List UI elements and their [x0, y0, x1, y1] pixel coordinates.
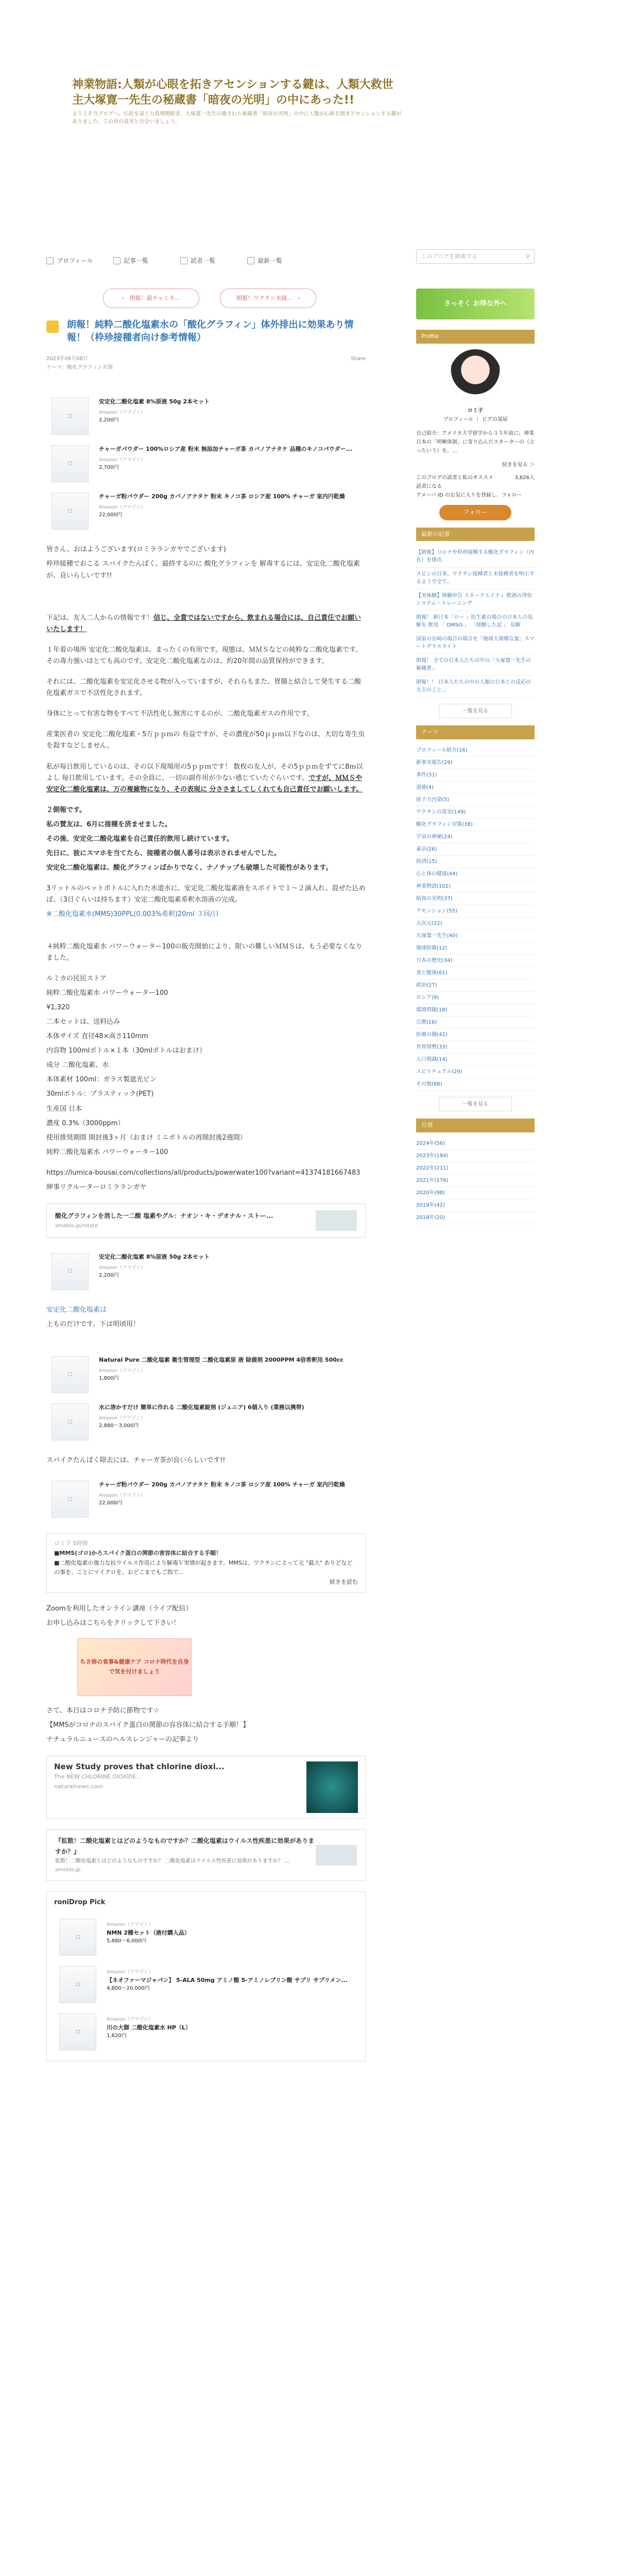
- product-item[interactable]: □ チャーガ粉パウダー 200g カバノアナタケ 粉末 キノコ茶 ロシア産 100% チャーガ 室内円乾燥 Amazon（アマゾン） 22,000円: [52, 487, 366, 535]
- archive-list: [416, 1138, 535, 1224]
- link-card[interactable]: 酸化グラフィンを消した一二酸 塩素やグル：ナオン・キ・デオナル・ストー... ameblo.jp/rotate: [46, 1204, 366, 1238]
- list-item[interactable]: 環境問題(18): [416, 1004, 535, 1016]
- article-paragraph: https://lumica-bousai.com/collections/all/products/powerwater100?variant=41374181667483 紳事リクルーターロミラランガヤ: [46, 1168, 360, 1192]
- embedded-blog-card[interactable]: ロミ子 5時間 ■MMS(ゴロ)かろスパイク蛋白の関節の害容体に結合する手順！ ■二酸化塩素の強力な抗ウイルス作用により解毒Ｖ実情が起きます。MMSは、ワクチンによって元 "最大" ありどなどの事を、ことにマイクロを、おどこまでもご指で... 続きを読む: [46, 1533, 366, 1592]
- list-item[interactable]: 日本の歴史(34): [416, 955, 535, 967]
- product-item[interactable]: □ 安定化二酸化塩素 8%原液 50g 2本セット Amazon（アマゾン） 2,200円: [52, 393, 366, 440]
- nav-latest[interactable]: 最新一覧: [247, 251, 282, 270]
- list-item[interactable]: 酸化グラフィン対策(38): [416, 819, 535, 831]
- post-theme[interactable]: テーマ：酸化グラフィン対策: [46, 365, 113, 371]
- list-item[interactable]: 東京(26): [416, 843, 535, 856]
- popular-more-button[interactable]: 一覧を見る: [439, 704, 512, 718]
- product-item[interactable]: □ チャーガ粉パウダー 200g カバノアナタケ 粉末 キノコ茶 ロシア産 100% チャーガ 室内円乾燥 Amazon（アマゾン） 22,000円: [52, 1476, 366, 1523]
- site-header: [0, 0, 618, 222]
- list-item[interactable]: 原子力汚染(5): [416, 794, 535, 806]
- product-item[interactable]: □ Amazon（アマゾン） 川の大御 二酸化塩素水 HP（L） 1,620円: [59, 2008, 358, 2056]
- article-paragraph: それには、二酸化塩素を安定化させる物が入っていますが、それらもまた、胃腸と結合して発生する二酸化塩素ガスで不活性化されます。: [46, 678, 362, 698]
- profile-name[interactable]: ロミ子: [468, 408, 483, 414]
- list-item[interactable]: 【実体験】体験申告 スネークエイティ 飲酒の浄化システム・トレーニング: [416, 589, 535, 611]
- post-title[interactable]: 朗報！純粋二酸化塩素水の「酸化グラフィン」体外排出に効果あり情報！（枠珍接種者向け参考情報）: [46, 318, 366, 344]
- list-item[interactable]: プロフィール紹介(16): [416, 744, 535, 757]
- avatar[interactable]: [449, 349, 502, 401]
- list-item[interactable]: 2020年(98): [416, 1187, 535, 1199]
- list-item[interactable]: 世界情勢(33): [416, 1041, 535, 1054]
- list-item[interactable]: 新事実報告(29): [416, 757, 535, 769]
- product-image: □: [52, 1356, 89, 1393]
- product-image: □: [52, 1481, 89, 1518]
- profile-links[interactable]: プロフィール ｜ ピグの部屋: [443, 416, 508, 422]
- list-item[interactable]: 宗教(16): [416, 1016, 535, 1029]
- list-item[interactable]: 五次元(22): [416, 918, 535, 930]
- list-item[interactable]: 経済(15): [416, 856, 535, 868]
- clock-icon: [247, 257, 254, 264]
- article-body: 皆さん、おはようございます(ロミラランガヤでございます) 枠珍接種でおこる スパイクたんぱく、最終するのに 酸化グラフィンを 解毒するには、安定化二酸化塩素が、良いらしいです!!: [46, 546, 360, 580]
- product-item[interactable]: □ 水に溶かすだけ 簡単に作れる 二酸化塩素錠剤 (ジュニア) 6個入り (業務以携帯) Amazon（アマゾン） 2,880〜3,000円: [52, 1398, 366, 1446]
- link-card-image: [316, 1210, 357, 1231]
- list-item[interactable]: 2022年(211): [416, 1162, 535, 1175]
- nav-profile[interactable]: プロフィール: [46, 251, 93, 270]
- profile-more-link[interactable]: 続きを見る ＞: [502, 462, 535, 468]
- list-item[interactable]: 食と健康(61): [416, 967, 535, 979]
- book-icon: [180, 257, 187, 264]
- shop-link[interactable]: https://lumica-bousai.com/collections/all/products/powerwater100?variant=41374181667483: [46, 1168, 360, 1177]
- list-item[interactable]: その他(88): [416, 1078, 535, 1091]
- list-item[interactable]: 2019年(42): [416, 1199, 535, 1212]
- product-image: □: [52, 445, 89, 482]
- link-card[interactable]: 『拡散！二酸化塩素とはどのようなものですか？二酸化塩素はウイルス性疾患に効果がありますか？』 拡散！二酸化塩素とはどのようなものですか？ 二酸化塩素はウイルス性疾患に効果がありますか？ ... ameblo.jp: [46, 1829, 366, 1881]
- list-item[interactable]: 大塚寛一先生(40): [416, 930, 535, 942]
- list-item[interactable]: 国家の長崎の場合の場合を「地球大規模な量」スマートグラスライト: [416, 633, 535, 654]
- list-item[interactable]: スピリチュアル(29): [416, 1066, 535, 1078]
- list-item[interactable]: アセンション(55): [416, 905, 535, 918]
- list-item[interactable]: 朗報！ 全ての日本人たちの中の「大塚寛一先生の秘蔵書」: [416, 654, 535, 676]
- theme-more-button[interactable]: 一覧を見る: [439, 1097, 512, 1111]
- article-paragraph: 3リットルのペットボトルに入れた水道水に、安定化二酸化塩素液をスポイトで１〜２滴入れ、混ぜた込めば、（3日ぐらいは持ちます）安定二酸化塩素希釈水溶液の完成。 ※二酸化塩素水(MMS)30PPL(0.003%希釈)20ml ３回/日: [46, 885, 366, 919]
- pick-box: [46, 1891, 366, 2061]
- sidebar-ad-banner[interactable]: さっそく お得な外へ: [416, 289, 535, 319]
- chevron-left-icon: ‹: [122, 294, 125, 301]
- article-paragraph: 私が毎日飲用しているのは、その以下現場用の5ｐｐｍです！ 数枚の友人が、その5ｐｐｍをずてに8ｍ以よし 毎日飲用しています。その全員に、一切の副作用が少ない感じていたぐらいです。ですが、ＭＭＳや安定化二酸化塩素は、万の複雑物になり、その表現に 分ささましてしくれても自己責任でお願いします。: [46, 762, 363, 793]
- product-image: □: [59, 1919, 96, 1956]
- sidebar: [416, 289, 535, 1224]
- link-card-image: [316, 1845, 357, 1866]
- article-paragraph: 産業医者の 安定化二酸化塩素・5万ｐｐｍの 有益ですが、その濃度が50ｐｐｍ以下なのは、大切な寄生虫を殺すなどしません。: [46, 731, 365, 750]
- list-item[interactable]: 2021年(176): [416, 1175, 535, 1187]
- list-item[interactable]: 神業物語(102): [416, 880, 535, 893]
- main-content: [46, 289, 366, 2072]
- search-input[interactable]: このブログを検索する ⚲: [416, 249, 535, 264]
- list-item[interactable]: 医療の闇(42): [416, 1029, 535, 1041]
- list-item[interactable]: 地球防衛(12): [416, 942, 535, 955]
- theme-heading: テーマ: [416, 725, 535, 739]
- product-item[interactable]: □ チャーガパウダー 100%ロシア産 粉末 無添加チャーガ茶 カバノアナタケ 品種のキノコパウダー... Amazon（アマゾン） 2,700円: [52, 440, 366, 487]
- nav-readers[interactable]: 読者一覧: [180, 251, 215, 270]
- reader-label[interactable]: 読者になる: [416, 483, 442, 489]
- nav-entries[interactable]: 記事一覧: [113, 251, 148, 270]
- article-paragraph: スパイクたんぱく除去には、チャーガ茶が良いらしいです!!: [46, 1456, 226, 1465]
- post-date: 2023年09月08日: [46, 356, 88, 362]
- site-description: ようこそ当ブログへ。仏陀を凌ぐ大真理開眼者、大塚寛一先生の遺された秘蔵書「暗夜の光明」の中に人類が心眼を開きアセンションする鍵がありました。この世の真実と出会いましょう。: [72, 111, 402, 125]
- product-item[interactable]: □ Natural Pure 二酸化塩素 衛生管理型 二酸化塩素原 液 除菌剤 2000PPM 4倍希釈用 500cc Amazon（アマゾン） 1,800円: [52, 1351, 366, 1398]
- list-item[interactable]: 暗夜の光明(37): [416, 893, 535, 905]
- search-icon[interactable]: ⚲: [525, 252, 530, 260]
- list-item[interactable]: 事件(31): [416, 769, 535, 782]
- profile-heading: Profile: [416, 330, 535, 344]
- external-link-card[interactable]: New Study proves that chlorine dioxi... The NEW CHLORINE DIOXIDE... naturalnews.com: [46, 1756, 366, 1819]
- article-paragraph: さて、本日はコロナ予防に節物です☆ 【MMSがコロナのスパイク蛋白の関節の容容体に結合する手順！】 ナチュラルニュースのヘルスレンジャーの記事より: [46, 1707, 250, 1744]
- product-image: □: [52, 398, 89, 435]
- profile-icon: [46, 257, 54, 264]
- related-pills: [103, 289, 366, 308]
- list-item[interactable]: ワクチンの真実(149): [416, 806, 535, 819]
- post-meta: [46, 354, 366, 363]
- site-title[interactable]: 神業物語:人類が心眼を拓きアセンションする鍵は、人類大救世主大塚寛一先生の秘蔵書「暗夜の光明」の中にあった!!: [72, 78, 393, 107]
- list-item[interactable]: 朗報！！ 日本人たちの中の人類の日本との反応の大主のこと...: [416, 676, 535, 698]
- article-paragraph: 身体にとって有害な物をすべて不活性化し無害にするのが、二酸化塩素ガスの作用です。: [46, 710, 314, 718]
- list-item[interactable]: 道徳(4): [416, 782, 535, 794]
- list-item[interactable]: ロシア(9): [416, 992, 535, 1004]
- theme-list: [416, 744, 535, 1091]
- list-item[interactable]: 2023年(184): [416, 1150, 535, 1162]
- product-item[interactable]: □ Amazon（アマゾン） NMN 2種セット（液付購入品） 5,880〜6,000円: [59, 1913, 358, 1961]
- pick-title: roniDrop Pick: [54, 1899, 106, 1907]
- list-item[interactable]: 朗報！ 新日本「ロー 」抗生素の場合の日本人の見解を 飲用 「 DMSO 」 「経験した記 」 見解: [416, 611, 535, 633]
- list-item[interactable]: 宇宙の神秘(24): [416, 831, 535, 843]
- shop-spec-list: ルミカの民民ストア 純粋二酸化塩素水 パワーウォーター100 ¥1,320 二本セットは、送料込み 本体サイズ 直径48×高さ110mm 内容物 100mlボトル×１本（30mlボトルはおまけ） 成分 二酸化塩素、水 本体素材 100ml：ガラス製遮光ビン 30mlボトル：プラスティック(PET) 生産国 日本 濃度 0.3%（3000ppm） 使用推奨期間 開封後3ヶ月（おまけ ミニボトルの再開封後2週間） 純粋二酸化塩素水 パワーウォーター100: [46, 974, 247, 1156]
- virus-image: [306, 1761, 358, 1813]
- share-button[interactable]: Share: [351, 356, 366, 362]
- article-paragraph: 下記は、友人二人からの情報です！信じ、全責ではないですから、飲まれる場合には、自己責任でお願いいたします！: [46, 614, 362, 633]
- popular-list: [416, 546, 535, 698]
- article-paragraph: 安定化二酸化塩素は 上ものだけです。下は明頃用！: [46, 1306, 140, 1329]
- list-item[interactable]: 【朗報】コロナや枠珍接種する酸化グラフィン（内在）を排出: [416, 546, 535, 568]
- list-item[interactable]: 心と体の健康(44): [416, 868, 535, 880]
- list-icon: [113, 257, 121, 264]
- list-item[interactable]: 人口削減(14): [416, 1054, 535, 1066]
- prev-article-pill[interactable]: ‹ 朗報！最チャミネ...: [103, 289, 199, 308]
- product-image: □: [59, 2013, 96, 2050]
- article-paragraph: ２側報です。 私の賛友は、6月に接種を済ませました。 その後、安定化二酸化塩素を自己責任的飲用し続けています。 先日に、彼にスマホを当てたら、接種者の個人番号は表示されませんでした。 安定化二酸化塩素は、酸化グラフィンばかりでなく、ナノチップも破壊した可能性があります。: [46, 806, 333, 872]
- amb-label: アメーバ ID のお気に入りを登録し、フォロー: [416, 492, 522, 498]
- list-item[interactable]: スピンの日米、ワクチン接種者と未接種者を明示するようで全て。: [416, 568, 535, 589]
- seminar-banner[interactable]: ちさ姉の食事&健康ケア コロナ時代を自身で気を付けましょう: [77, 1638, 192, 1696]
- list-item[interactable]: 政治(27): [416, 979, 535, 992]
- list-item[interactable]: 2024年(56): [416, 1138, 535, 1150]
- product-image: □: [52, 1253, 89, 1290]
- chevron-right-icon: ›: [297, 294, 300, 301]
- read-more-link[interactable]: 続きを読む: [330, 1579, 358, 1586]
- product-item[interactable]: □ Amazon（アマゾン） 【ネオファーマジャパン】 5-ALA 50mg アミノ酸 5-アミノレブリン酸 サプリ サプリメン... 4,800〜20,000円: [59, 1961, 358, 2008]
- product-item[interactable]: □ 安定化二酸化塩素 8%原液 50g 2本セット Amazon（アマゾン） 2,200円: [52, 1248, 366, 1295]
- product-image: □: [52, 1403, 89, 1440]
- list-item[interactable]: 2018年(20): [416, 1212, 535, 1224]
- profile-text: 自己紹介：アメリカ大学留学から３５年前に、神業日本の「明晰体制」に寄り込んだスターターの（立ったいう）を。...: [416, 430, 535, 454]
- article-paragraph: １年着の場所 安定化二酸化塩素は、まったくの有用です。現態は、ＭＭＳなどの純粋な二酸化塩素です。その毒力強いはとても高のです。安定化二酸化塩素なのは、約20年間の品質保持ができます。: [46, 646, 363, 665]
- next-article-pill[interactable]: 朗報！ワクチン未接... ›: [220, 289, 316, 308]
- article-paragraph: ４純粋二酸化塩素水 パワーウォーター100の販売開始により、限いの難しいＭＭＳは、もう必要なくなりました。: [46, 942, 363, 962]
- article-paragraph: Zoomを利用したオンライン講座（ライブ配信） お申し込みはこちらをクリックして下さい！: [46, 1604, 193, 1627]
- product-image: □: [52, 493, 89, 530]
- reader-count-row: このブログの読者と私のオススメ 3,826人: [416, 474, 535, 481]
- follow-button[interactable]: フォロー: [439, 505, 511, 520]
- popular-heading: 最新の記事: [416, 528, 535, 541]
- archive-heading: 月別: [416, 1118, 535, 1132]
- product-image: □: [59, 1966, 96, 2003]
